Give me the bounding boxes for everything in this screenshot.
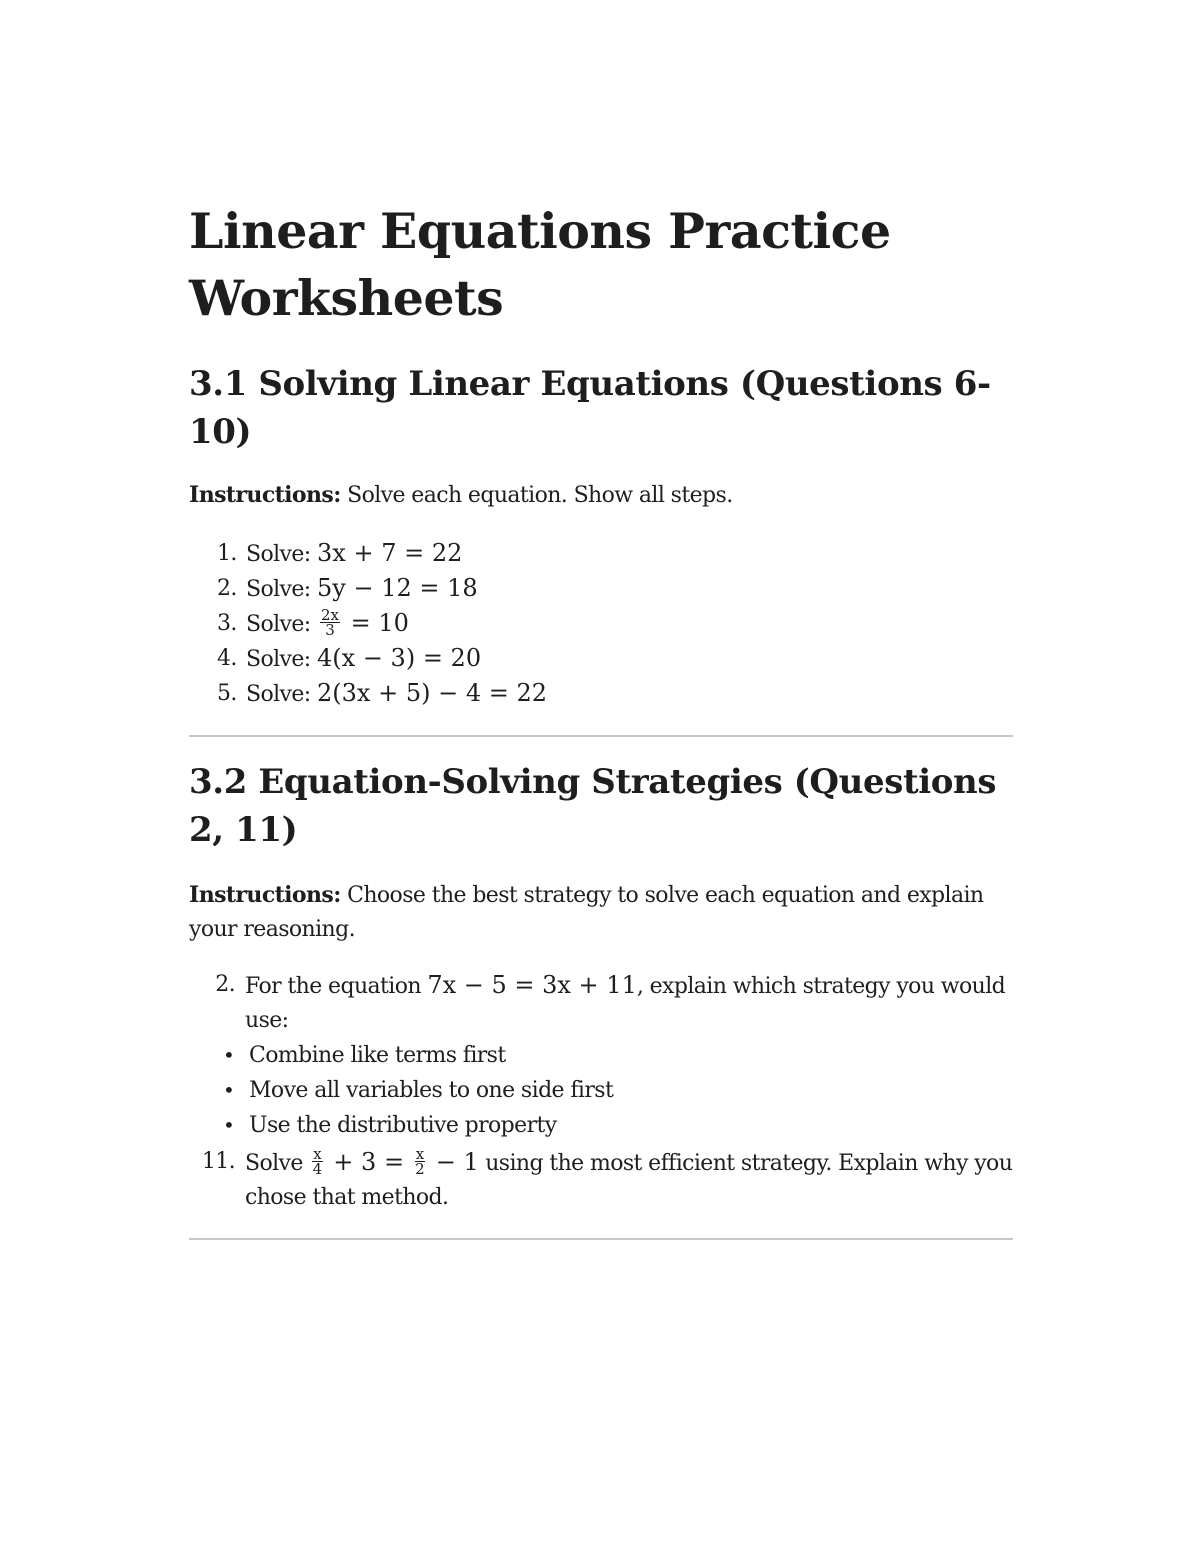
fraction bbox=[320, 608, 340, 637]
item-number: 3. bbox=[217, 611, 237, 636]
item-prefix: Solve: bbox=[246, 612, 318, 637]
equation: 5y − 12 = 18 bbox=[317, 574, 478, 602]
equation: 3x + 7 = 22 bbox=[317, 539, 463, 567]
question-2 bbox=[189, 968, 1013, 1143]
list-item bbox=[189, 641, 1013, 676]
fraction-numerator: 2x bbox=[321, 606, 340, 624]
strategy-option: • Use the distributive property bbox=[189, 1108, 1013, 1143]
item-prefix: Solve: bbox=[246, 542, 318, 567]
fraction bbox=[415, 1147, 425, 1176]
list-item bbox=[189, 606, 1013, 641]
fraction-denominator: 2 bbox=[415, 1160, 425, 1178]
question-text: using the most efficient strategy. Explain why you chose that method. bbox=[245, 1151, 1013, 1210]
fraction-denominator: 4 bbox=[312, 1160, 323, 1178]
item-number: 2. bbox=[215, 972, 235, 997]
section-heading-3-2: 3.2 Equation-Solving Strategies (Questions 2, 11) bbox=[189, 762, 997, 850]
instructions-text: Choose the best strategy to solve each equation and explain your reasoning. bbox=[189, 883, 984, 942]
list-item bbox=[189, 571, 1013, 606]
instructions-label: Instructions: bbox=[189, 882, 341, 908]
list-item bbox=[189, 676, 1013, 711]
section-3-2-instructions bbox=[189, 878, 1013, 947]
fraction-numerator: x bbox=[415, 1145, 425, 1163]
fraction bbox=[312, 1147, 322, 1176]
question-text: Solve bbox=[245, 1151, 310, 1176]
equation: 2(3x + 5) − 4 = 22 bbox=[317, 679, 547, 707]
equation-part: + 3 = bbox=[325, 1148, 412, 1176]
equation: = 10 bbox=[343, 609, 409, 637]
section-heading-3-1: 3.1 Solving Linear Equations (Questions 6-10) bbox=[189, 364, 991, 452]
section-3-1-instructions bbox=[189, 478, 1013, 513]
item-prefix: Solve: bbox=[246, 577, 318, 602]
strategy-question-list bbox=[189, 968, 1013, 1215]
equation-list bbox=[189, 536, 1013, 711]
item-prefix: Solve: bbox=[246, 647, 318, 672]
strategy-option: • Combine like terms first bbox=[189, 1038, 1013, 1073]
equation: 7x − 5 = 3x + 11 bbox=[427, 971, 637, 999]
question-11 bbox=[189, 1145, 1013, 1215]
item-number: 5. bbox=[217, 681, 237, 706]
list-item bbox=[189, 536, 1013, 571]
instructions-text: Solve each equation. Show all steps. bbox=[340, 483, 733, 508]
item-number: 2. bbox=[217, 576, 237, 601]
equation-part: − 1 bbox=[428, 1148, 479, 1176]
strategy-options bbox=[189, 1038, 1013, 1143]
fraction-numerator: x bbox=[313, 1145, 322, 1163]
item-number: 1. bbox=[217, 541, 237, 566]
instructions-label: Instructions: bbox=[189, 482, 341, 508]
item-prefix: Solve: bbox=[246, 682, 318, 707]
section-divider bbox=[189, 1238, 1013, 1240]
question-text: , explain which strategy you would use: bbox=[245, 974, 1006, 1033]
question-text: For the equation bbox=[245, 974, 428, 999]
item-number: 11. bbox=[201, 1149, 235, 1174]
strategy-option: • Move all variables to one side first bbox=[189, 1073, 1013, 1108]
fraction-denominator: 3 bbox=[325, 621, 335, 639]
section-divider bbox=[189, 735, 1013, 737]
item-number: 4. bbox=[217, 646, 237, 671]
page-title: Linear Equations Practice Worksheets bbox=[189, 202, 891, 327]
equation: 4(x − 3) = 20 bbox=[317, 644, 482, 672]
